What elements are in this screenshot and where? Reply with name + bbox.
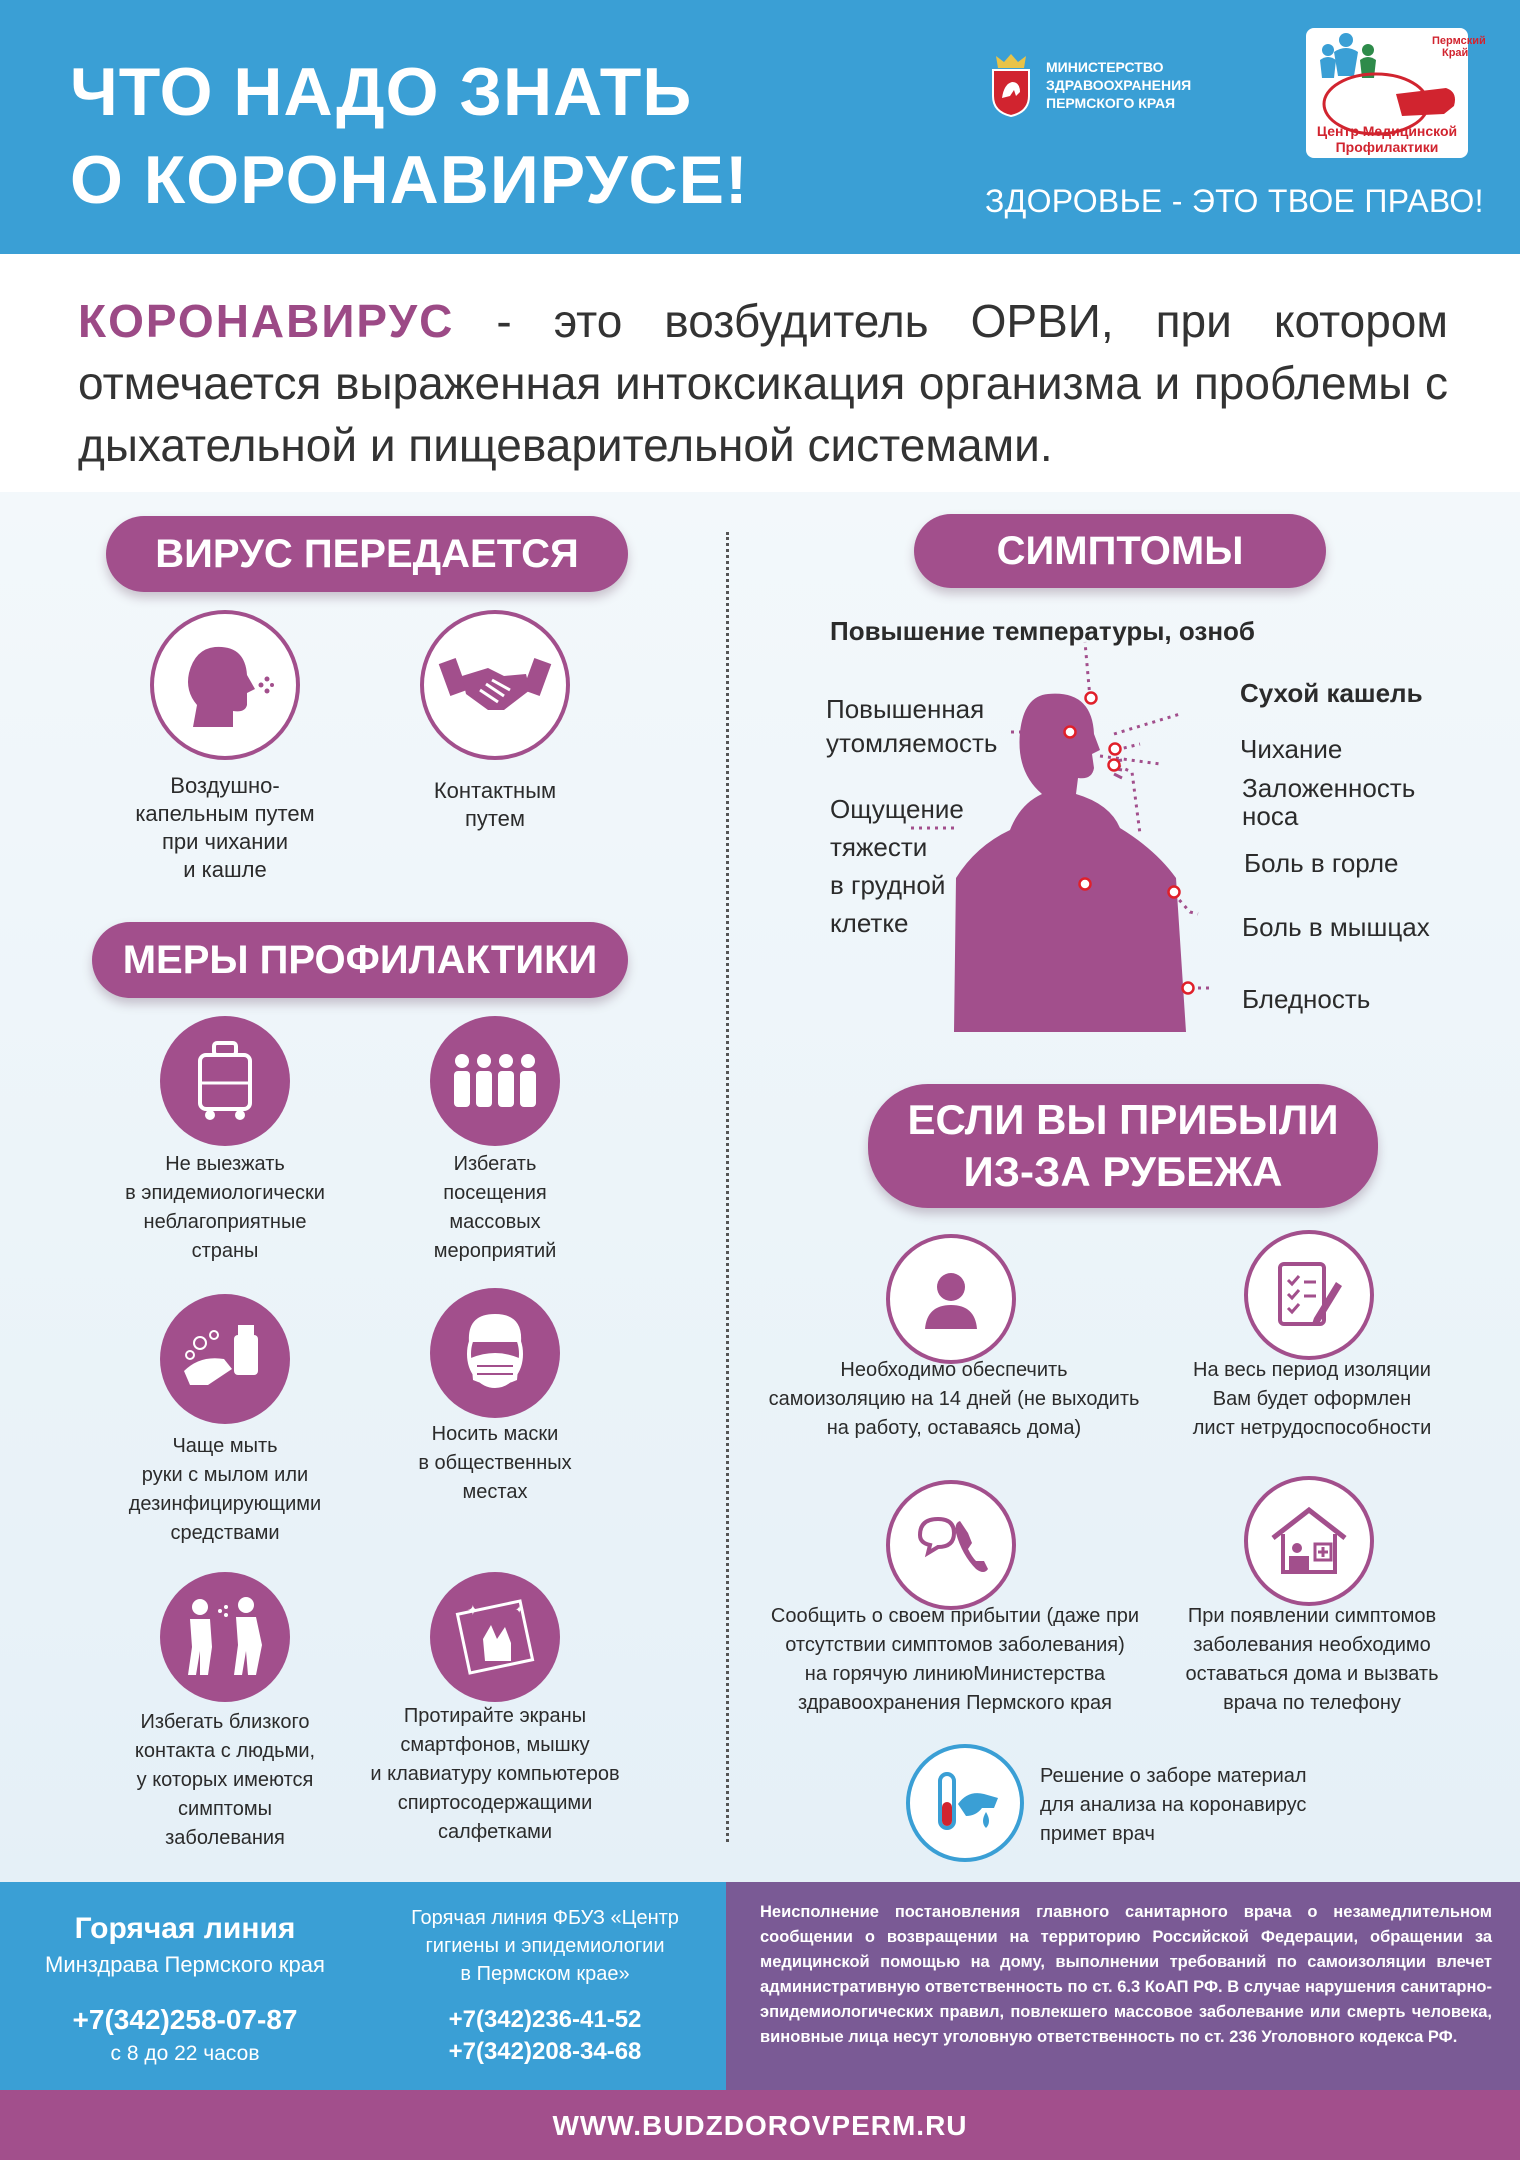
caption-line: путем xyxy=(464,806,526,831)
caption-line: на работу, оставаясь дома) xyxy=(826,1417,1082,1439)
caption-line: На весь период изоляции xyxy=(1193,1359,1431,1381)
caption-line: в эпидемиологически xyxy=(125,1182,325,1204)
caption-line: смартфонов, мышку xyxy=(400,1734,590,1756)
sick-contact-icon xyxy=(160,1572,290,1702)
caption-line: мероприятий xyxy=(433,1240,557,1262)
wipe-screen-icon xyxy=(430,1572,560,1702)
caption-line: Решение о заборе материал xyxy=(1040,1765,1307,1787)
transmission-heading: ВИРУС ПЕРЕДАЕТСЯ xyxy=(106,516,628,592)
symptom-line: Заложенность xyxy=(1242,773,1416,803)
phone-call-icon xyxy=(886,1480,1016,1610)
footer-legal xyxy=(726,1882,1520,2090)
header-banner xyxy=(0,0,1520,254)
symptom-muscle-pain: Боль в мышцах xyxy=(1242,912,1430,942)
transmission-caption-airborne xyxy=(115,772,335,884)
abroad-caption-isolation xyxy=(744,1356,1164,1443)
hotline-hours: с 8 до 22 часов xyxy=(110,2042,260,2065)
symptoms-heading: СИМПТОМЫ xyxy=(914,514,1326,588)
caption-line: средствами xyxy=(170,1522,280,1544)
footer-hotlines xyxy=(0,1882,726,2090)
sneezing-head-icon xyxy=(150,610,300,760)
caption-line: Сообщить о своем прибытии (даже при xyxy=(770,1605,1140,1627)
document-checklist-icon xyxy=(1244,1230,1374,1360)
fbuz-line: Горячая линия ФБУЗ «Центр xyxy=(411,1907,679,1929)
logo-name-line-2: Профилактики xyxy=(1335,139,1439,155)
caption-line: контакта с людьми, xyxy=(134,1740,316,1762)
footer-website-bar xyxy=(0,2090,1520,2160)
caption-line: посещения xyxy=(443,1182,547,1204)
symptom-sneezing: Чихание xyxy=(1240,734,1343,764)
caption-line: Избегать xyxy=(453,1153,537,1175)
caption-line: спиртосодержащими xyxy=(397,1792,593,1814)
caption-line: неблагоприятные xyxy=(143,1211,307,1233)
symptom-line: в грудной xyxy=(830,870,946,900)
prevention-caption-masks xyxy=(395,1420,595,1507)
caption-line: Носить маски xyxy=(431,1423,559,1445)
coat-of-arms-icon xyxy=(990,52,1032,118)
page-title xyxy=(70,48,749,224)
slogan: ЗДОРОВЬЕ - ЭТО ТВОЕ ПРАВО! xyxy=(985,183,1484,219)
caption-line: заболевания необходимо xyxy=(1193,1634,1431,1656)
abroad-caption-test xyxy=(1040,1762,1360,1849)
title-line-2: О КОРОНАВИРУСЕ! xyxy=(70,142,749,218)
home-doctor-icon xyxy=(1244,1476,1374,1606)
caption-line: Чаще мыть xyxy=(172,1435,278,1457)
test-tube-icon xyxy=(906,1744,1024,1862)
ministry-logo xyxy=(990,52,1191,118)
ministry-line-2: ЗДРАВООХРАНЕНИЯ xyxy=(1046,77,1192,93)
transmission-caption-contact xyxy=(395,777,595,833)
fbuz-phone-2[interactable]: +7(342)208-34-68 xyxy=(448,2038,642,2065)
symptom-fatigue xyxy=(826,692,997,760)
caption-line: у которых имеются xyxy=(136,1769,314,1791)
symptom-fever: Повышение температуры, озноб xyxy=(830,616,1255,646)
prevention-caption-crowds xyxy=(395,1150,595,1266)
symptom-pallor: Бледность xyxy=(1242,984,1371,1014)
luggage-icon xyxy=(160,1016,290,1146)
caption-line: и кашле xyxy=(183,857,267,882)
symptom-line: Ощущение xyxy=(830,794,964,824)
logo-name-line-1: Центр Медицинской xyxy=(1316,123,1458,139)
fbuz-phone-1[interactable]: +7(342)236-41-52 xyxy=(448,2006,642,2033)
caption-line: заболевания xyxy=(165,1827,285,1849)
caption-line: на горячую линиюМинистерства xyxy=(804,1663,1106,1685)
fbuz-line: гигиены и эпидемиологии xyxy=(425,1935,665,1957)
face-mask-icon xyxy=(430,1288,560,1418)
caption-line: дезинфицирующими xyxy=(128,1493,322,1515)
intro-text: - это возбудитель ОРВИ, при котором отмечается выраженная интоксикация организма и проблемы с дыхательной и пищеварительной системами. xyxy=(78,295,1448,471)
logo-region-line-1: Пермский xyxy=(1432,35,1486,47)
caption-line: Протирайте экраны xyxy=(403,1705,587,1727)
hand-wash-icon xyxy=(160,1294,290,1424)
logo-region-line-2: Край xyxy=(1442,47,1469,59)
hotline-phone[interactable]: +7(342)258-07-87 xyxy=(72,2004,298,2035)
abroad-heading-line-2: ИЗ-ЗА РУБЕЖА xyxy=(963,1148,1283,1195)
title-line-1: ЧТО НАДО ЗНАТЬ xyxy=(70,54,693,130)
prevention-caption-wipe xyxy=(350,1702,640,1847)
medical-prevention-center-logo xyxy=(1306,28,1486,158)
caption-line: массовых xyxy=(449,1211,541,1233)
caption-line: Необходимо обеспечить xyxy=(840,1359,1068,1381)
prevention-caption-contact xyxy=(100,1708,350,1853)
abroad-caption-sick-leave xyxy=(1162,1356,1462,1443)
svg-text:✦: ✦ xyxy=(467,1603,479,1619)
caption-line: Вам будет оформлен xyxy=(1212,1388,1412,1410)
caption-line: для анализа на коронавирус xyxy=(1040,1794,1307,1816)
caption-line: Воздушно- xyxy=(170,773,280,798)
caption-line: и клавиатуру компьютеров xyxy=(370,1763,620,1785)
caption-line: капельным путем xyxy=(135,801,315,826)
caption-line: Не выезжать xyxy=(165,1153,285,1175)
caption-line: врача по телефону xyxy=(1223,1692,1401,1714)
abroad-heading xyxy=(868,1084,1378,1208)
website-link[interactable]: WWW.BUDZDOROVPERM.RU xyxy=(552,2110,968,2141)
ministry-line-3: ПЕРМСКОГО КРАЯ xyxy=(1046,95,1176,111)
caption-line: симптомы xyxy=(178,1798,272,1820)
caption-line: в общественных xyxy=(418,1452,572,1474)
symptom-line: носа xyxy=(1242,801,1299,831)
svg-text:✦: ✦ xyxy=(515,1605,524,1616)
caption-line: здравоохранения Пермского края xyxy=(798,1692,1112,1714)
symptom-dry-cough: Сухой кашель xyxy=(1240,678,1423,708)
symptom-line: клетке xyxy=(830,908,909,938)
hotline-title: Горячая линия xyxy=(74,1912,296,1945)
caption-line: салфетками xyxy=(437,1821,553,1843)
caption-line: руки с мылом или xyxy=(141,1464,309,1486)
symptom-line: Повышенная xyxy=(826,694,985,724)
caption-line: оставаться дома и вызвать xyxy=(1185,1663,1439,1685)
symptom-congestion xyxy=(1242,774,1415,830)
person-icon xyxy=(886,1234,1016,1364)
symptom-line: тяжести xyxy=(830,832,928,862)
caption-line: местах xyxy=(462,1481,528,1503)
caption-line: страны xyxy=(191,1240,259,1262)
crowd-icon xyxy=(430,1016,560,1146)
caption-line: примет врач xyxy=(1040,1823,1155,1845)
abroad-caption-stay-home xyxy=(1162,1602,1462,1718)
prevention-caption-travel xyxy=(100,1150,350,1266)
caption-line: лист нетрудоспособности xyxy=(1192,1417,1432,1439)
fbuz-line: в Пермском крае» xyxy=(460,1963,630,1985)
intro-paragraph xyxy=(78,290,1448,476)
symptom-chest xyxy=(830,790,964,942)
main-content xyxy=(0,492,1520,1882)
caption-line: самоизоляцию на 14 дней (не выходить xyxy=(768,1388,1140,1410)
legal-notice: Неисполнение постановления главного санитарного врача о незамедлительном сообщении о возвращении на территорию Российской Федерации, обращении за медицинской помощью на дому, выполнении требований по самоизоляции влечет административную ответственность по ст. 6.3 КоАП РФ. В случае нарушения санитарно-эпидемиологических правил, повлекшего массовое заболевание или смерть человека, виновные лица несут уголовную ответственность по ст. 236 Уголовного кодекса РФ. xyxy=(760,1903,1492,2046)
caption-line: при чихании xyxy=(161,829,289,854)
column-divider xyxy=(726,532,729,1842)
abroad-heading-line-1: ЕСЛИ ВЫ ПРИБЫЛИ xyxy=(907,1096,1339,1143)
symptom-line: утомляемость xyxy=(826,728,998,758)
caption-line: Избегать близкого xyxy=(140,1711,310,1733)
caption-line: При появлении симптомов xyxy=(1187,1605,1437,1627)
intro-keyword: КОРОНАВИРУС xyxy=(78,295,455,347)
prevention-caption-wash xyxy=(100,1432,350,1548)
abroad-caption-report xyxy=(740,1602,1170,1718)
caption-line: отсутствии симптомов заболевания) xyxy=(785,1634,1125,1656)
ministry-line-1: МИНИСТЕРСТВО xyxy=(1046,59,1164,75)
caption-line: Контактным xyxy=(433,778,557,803)
hotline-subtitle: Минздрава Пермского края xyxy=(45,1952,325,1977)
symptom-sore-throat: Боль в горле xyxy=(1244,848,1399,878)
handshake-icon xyxy=(420,610,570,760)
prevention-heading: МЕРЫ ПРОФИЛАКТИКИ xyxy=(92,922,628,998)
fbuz-hotline-title xyxy=(380,1904,710,1988)
